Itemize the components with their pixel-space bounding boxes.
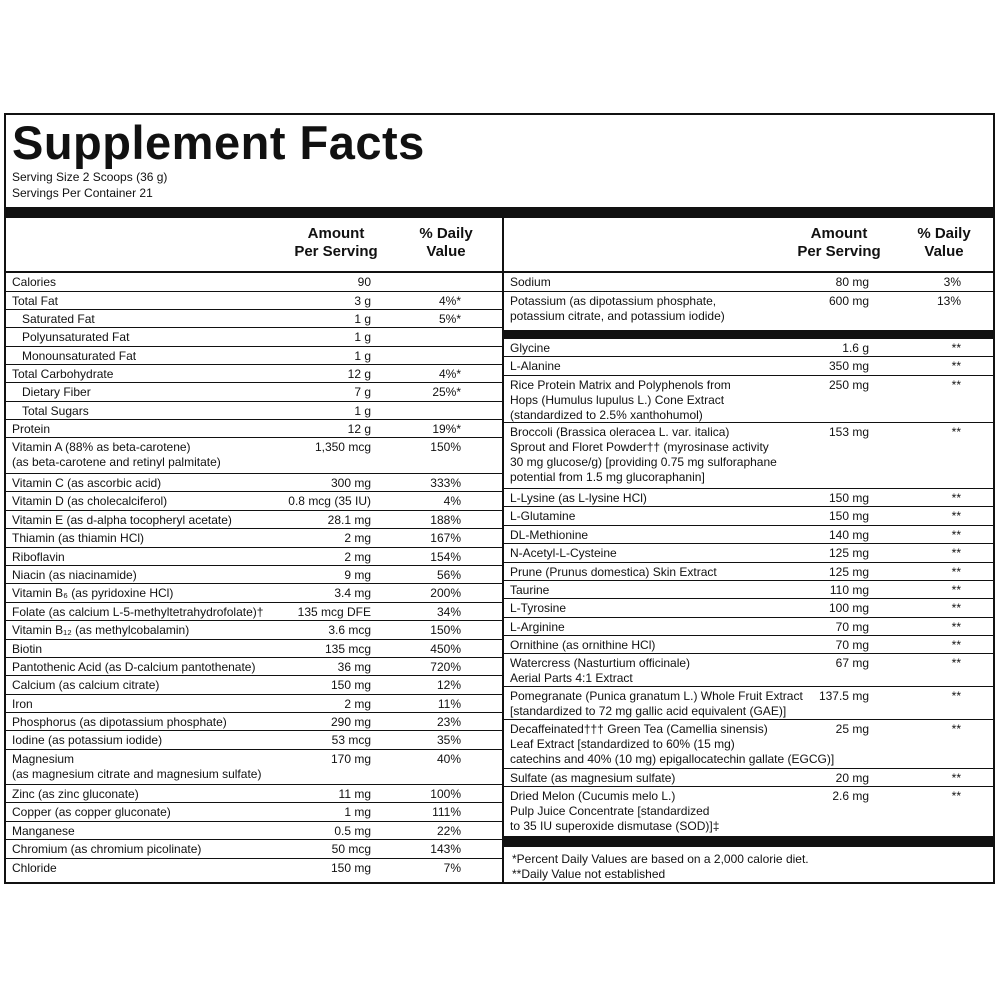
nutrient-amount: 70 mg — [835, 638, 869, 652]
supplement-facts-panel — [4, 113, 995, 884]
nutrient-amount: 140 mg — [828, 528, 869, 542]
nutrient-name: Broccoli (Brassica oleracea L. var. italica) Sprout and Floret Powder†† (myrosinase activity 30 mg glucose/g) [providing 0.75 mg sulforaphane potential from 1.5 mg glucoraphanin] — [510, 425, 777, 484]
nutrient-name: Riboflavin — [12, 550, 65, 564]
nutrient-daily-value: ** — [951, 565, 961, 579]
nutrient-daily-value: ** — [951, 546, 961, 560]
nutrient-daily-value: 167% — [430, 531, 461, 545]
nutrient-row — [6, 548, 502, 566]
nutrient-row — [504, 423, 993, 489]
nutrient-amount: 0.5 mg — [334, 824, 371, 838]
nutrient-daily-value: ** — [951, 722, 961, 736]
nutrient-row — [6, 584, 502, 603]
footnote-divider-bar — [504, 836, 993, 847]
nutrient-daily-value: ** — [951, 341, 961, 355]
nutrient-amount: 53 mcg — [331, 733, 371, 747]
right-nutrient-list — [504, 273, 993, 834]
header-divider-bar — [6, 207, 993, 218]
daily-value-header: % Daily Value — [419, 225, 473, 260]
nutrient-daily-value: 200% — [430, 586, 461, 600]
nutrient-daily-value: 19%* — [432, 422, 461, 436]
nutrient-row — [504, 720, 993, 769]
nutrient-name: Magnesium (as magnesium citrate and magnesium sulfate) — [12, 752, 262, 781]
left-column — [6, 218, 502, 879]
nutrient-amount: 135 mcg — [324, 642, 371, 656]
nutrient-name: Dried Melon (Cucumis melo L.) Pulp Juice Concentrate [standardized to 35 IU superoxide dismutase (SOD)]‡ — [510, 789, 720, 833]
nutrient-name: Decaffeinated††† Green Tea (Camellia sinensis) Leaf Extract [standardized to 60% (15 mg) catechins and 40% (10 mg) epigallocatechin gallate (EGCG)] — [510, 722, 835, 766]
nutrient-name: N-Acetyl-L-Cysteine — [510, 546, 617, 560]
nutrient-name: Sulfate (as magnesium sulfate) — [510, 771, 676, 785]
nutrient-daily-value: 111% — [432, 805, 461, 819]
nutrient-daily-value: ** — [951, 638, 961, 652]
nutrient-amount: 20 mg — [835, 771, 869, 785]
nutrient-row — [6, 474, 502, 492]
nutrient-daily-value: ** — [951, 601, 961, 615]
amount-header: Amount Per Serving — [797, 225, 881, 260]
nutrient-row — [6, 402, 502, 420]
nutrient-row — [6, 603, 502, 621]
nutrient-name: Glycine — [510, 341, 551, 355]
nutrient-name: Prune (Prunus domestica) Skin Extract — [510, 565, 717, 579]
nutrient-row — [6, 328, 502, 347]
nutrient-row — [6, 840, 502, 859]
nutrient-name: Niacin (as niacinamide) — [12, 568, 137, 582]
nutrient-row — [504, 581, 993, 599]
nutrient-amount: 50 mcg — [331, 842, 371, 856]
nutrient-amount: 250 mg — [828, 378, 869, 392]
nutrient-name: Iodine (as potassium iodide) — [12, 733, 163, 747]
nutrient-daily-value: 35% — [436, 733, 461, 747]
nutrient-name: Vitamin C (as ascorbic acid) — [12, 476, 162, 490]
serving-size: Serving Size 2 Scoops (36 g) — [12, 170, 168, 184]
nutrient-amount: 1.6 g — [842, 341, 869, 355]
nutrient-daily-value: 150% — [430, 440, 461, 454]
nutrient-daily-value: 150% — [430, 623, 461, 637]
nutrient-row — [504, 599, 993, 618]
nutrient-row — [6, 273, 502, 292]
nutrient-row — [6, 347, 502, 365]
nutrient-row — [6, 750, 502, 785]
nutrient-amount: 36 mg — [337, 660, 371, 674]
nutrient-row — [6, 731, 502, 750]
nutrient-amount: 3 g — [354, 294, 371, 308]
nutrient-daily-value: 4%* — [438, 367, 461, 381]
nutrient-amount: 12 g — [347, 422, 371, 436]
nutrient-row — [6, 383, 502, 402]
nutrient-name: Monounsaturated Fat — [22, 349, 137, 363]
nutrient-daily-value: 25%* — [432, 385, 461, 399]
right-column-header — [504, 218, 993, 273]
nutrient-name: DL-Methionine — [510, 528, 589, 542]
nutrient-name: Thiamin (as thiamin HCl) — [12, 531, 145, 545]
nutrient-row — [6, 492, 502, 511]
daily-value-footnote: *Percent Daily Values are based on a 2,000 calorie diet. — [512, 852, 809, 866]
nutrient-row — [6, 676, 502, 695]
nutrient-name: Saturated Fat — [22, 312, 95, 326]
nutrient-row — [6, 621, 502, 640]
nutrient-name: Iron — [12, 697, 33, 711]
nutrient-daily-value: 12% — [436, 678, 461, 692]
nutrient-amount: 600 mg — [828, 294, 869, 308]
nutrient-name: Dietary Fiber — [22, 385, 91, 399]
nutrient-daily-value: 154% — [430, 550, 461, 564]
nutrient-row — [504, 489, 993, 507]
nutrient-daily-value: 11% — [437, 697, 461, 711]
nutrient-amount: 153 mg — [828, 425, 869, 439]
nutrient-amount: 28.1 mg — [327, 513, 371, 527]
daily-value-header: % Daily Value — [917, 225, 971, 260]
amount-header: Amount Per Serving — [294, 225, 378, 260]
nutrient-daily-value: 450% — [430, 642, 461, 656]
nutrient-amount: 70 mg — [835, 620, 869, 634]
nutrient-amount: 125 mg — [828, 546, 869, 560]
nutrient-row — [6, 658, 502, 676]
servings-per-container: Servings Per Container 21 — [12, 186, 153, 200]
nutrient-amount: 80 mg — [835, 275, 869, 289]
nutrient-daily-value: ** — [951, 689, 961, 703]
nutrient-amount: 170 mg — [330, 752, 371, 766]
nutrient-row — [6, 292, 502, 310]
nutrient-name: Sodium — [510, 275, 551, 289]
nutrient-amount: 7 g — [354, 385, 371, 399]
nutrient-row — [504, 292, 993, 339]
nutrient-name: Ornithine (as ornithine HCl) — [510, 638, 656, 652]
nutrient-name: Folate (as calcium L-5-methyltetrahydrofolate)† — [12, 605, 264, 619]
nutrient-amount: 290 mg — [330, 715, 371, 729]
nutrient-row — [6, 310, 502, 328]
nutrient-row — [6, 640, 502, 658]
nutrient-amount: 2 mg — [344, 550, 371, 564]
nutrient-daily-value: 100% — [430, 787, 461, 801]
nutrient-daily-value: 7% — [443, 861, 461, 875]
nutrient-name: Pantothenic Acid (as D-calcium pantothenate) — [12, 660, 256, 674]
nutrient-daily-value: 4%* — [438, 294, 461, 308]
nutrient-amount: 3.6 mcg — [328, 623, 371, 637]
not-established-footnote: **Daily Value not established — [512, 867, 666, 881]
nutrient-row — [504, 769, 993, 787]
nutrient-daily-value: 333% — [430, 476, 461, 490]
nutrient-name: Chromium (as chromium picolinate) — [12, 842, 202, 856]
nutrient-daily-value: 22% — [436, 824, 461, 838]
nutrient-name: L-Lysine (as L-lysine HCl) — [510, 491, 647, 505]
nutrient-name: Pomegranate (Punica granatum L.) Whole Fruit Extract [standardized to 72 mg gallic acid equivalent (GAE)] — [510, 689, 803, 718]
nutrient-row — [504, 618, 993, 636]
nutrient-daily-value: 720% — [430, 660, 461, 674]
nutrient-daily-value: ** — [951, 528, 961, 542]
nutrient-name: Vitamin B₁₂ (as methylcobalamin) — [12, 623, 190, 637]
nutrient-amount: 11 mg — [338, 787, 371, 801]
nutrient-row — [504, 526, 993, 544]
nutrient-daily-value: 3% — [943, 275, 961, 289]
nutrient-amount: 9 mg — [344, 568, 371, 582]
nutrient-row — [504, 507, 993, 526]
nutrient-name: Rice Protein Matrix and Polyphenols from Hops (Humulus lupulus L.) Cone Extract (standardized to 2.5% xanthohumol) — [510, 378, 731, 422]
nutrient-amount: 3.4 mg — [334, 586, 371, 600]
nutrient-daily-value: ** — [951, 509, 961, 523]
nutrient-name: Calcium (as calcium citrate) — [12, 678, 160, 692]
nutrient-name: Vitamin B₆ (as pyridoxine HCl) — [12, 586, 174, 600]
nutrient-name: Protein — [12, 422, 51, 436]
nutrient-row — [6, 566, 502, 584]
nutrient-row — [504, 273, 993, 292]
nutrient-daily-value: 56% — [436, 568, 461, 582]
nutrient-name: Total Carbohydrate — [12, 367, 114, 381]
nutrient-row — [504, 636, 993, 654]
nutrient-daily-value: ** — [951, 771, 961, 785]
nutrient-daily-value: 188% — [430, 513, 461, 527]
nutrient-name: L-Tyrosine — [510, 601, 567, 615]
nutrient-name: Polyunsaturated Fat — [22, 330, 130, 344]
nutrient-row — [504, 787, 993, 834]
nutrient-row — [6, 365, 502, 383]
nutrient-daily-value: 34% — [436, 605, 461, 619]
nutrient-daily-value: ** — [951, 378, 961, 392]
nutrient-row — [6, 803, 502, 822]
nutrient-amount: 25 mg — [835, 722, 869, 736]
nutrient-daily-value: 143% — [430, 842, 461, 856]
left-nutrient-list — [6, 273, 502, 879]
nutrient-amount: 90 — [357, 275, 371, 289]
nutrient-amount: 135 mcg DFE — [297, 605, 371, 619]
nutrient-amount: 67 mg — [835, 656, 869, 670]
nutrient-name: L-Alanine — [510, 359, 561, 373]
nutrient-name: L-Arginine — [510, 620, 565, 634]
nutrient-daily-value: ** — [951, 583, 961, 597]
nutrient-daily-value: ** — [951, 656, 961, 670]
nutrient-name: Vitamin D (as cholecalciferol) — [12, 494, 168, 508]
nutrient-amount: 300 mg — [330, 476, 371, 490]
left-column-header — [6, 218, 502, 273]
nutrient-name: Phosphorus (as dipotassium phosphate) — [12, 715, 227, 729]
nutrient-name: Total Sugars — [22, 404, 89, 418]
nutrient-amount: 150 mg — [330, 678, 371, 692]
right-column — [504, 218, 993, 834]
nutrient-name: Biotin — [12, 642, 43, 656]
nutrient-name: Potassium (as dipotassium phosphate, potassium citrate, and potassium iodide) — [510, 294, 725, 323]
nutrient-daily-value: 40% — [436, 752, 461, 766]
nutrient-name: Manganese — [12, 824, 75, 838]
nutrient-row — [6, 785, 502, 803]
nutrient-row — [504, 357, 993, 376]
nutrient-amount: 1 mg — [344, 805, 371, 819]
nutrient-daily-value: ** — [951, 425, 961, 439]
panel-title: Supplement Facts — [12, 116, 425, 169]
nutrient-row — [504, 563, 993, 581]
nutrient-amount: 2 mg — [344, 531, 371, 545]
nutrient-row — [6, 420, 502, 438]
nutrient-amount: 100 mg — [828, 601, 869, 615]
nutrient-name: Calories — [12, 275, 57, 289]
nutrient-row — [504, 376, 993, 423]
nutrient-name: Copper (as copper gluconate) — [12, 805, 171, 819]
nutrient-name: Zinc (as zinc gluconate) — [12, 787, 139, 801]
nutrient-row — [6, 822, 502, 840]
nutrient-row — [504, 687, 993, 720]
nutrient-amount: 350 mg — [828, 359, 869, 373]
nutrient-amount: 2 mg — [344, 697, 371, 711]
nutrient-amount: 110 mg — [829, 583, 869, 597]
nutrient-amount: 12 g — [347, 367, 371, 381]
nutrient-row — [6, 859, 502, 879]
nutrient-amount: 150 mg — [828, 509, 869, 523]
nutrient-amount: 1 g — [354, 404, 371, 418]
nutrient-amount: 150 mg — [330, 861, 371, 875]
nutrient-row — [504, 654, 993, 687]
nutrient-name: Vitamin A (88% as beta-carotene) (as beta-carotene and retinyl palmitate) — [12, 440, 221, 469]
nutrient-daily-value: ** — [951, 789, 961, 803]
nutrient-daily-value: ** — [951, 620, 961, 634]
nutrient-amount: 0.8 mcg (35 IU) — [288, 494, 371, 508]
nutrient-amount: 1,350 mcg — [314, 440, 371, 454]
nutrient-name: Watercress (Nasturtium officinale) Aerial Parts 4:1 Extract — [510, 656, 691, 685]
nutrient-daily-value: 4% — [443, 494, 461, 508]
nutrient-amount: 137.5 mg — [818, 689, 869, 703]
nutrient-amount: 150 mg — [828, 491, 869, 505]
nutrient-name: Vitamin E (as d-alpha tocopheryl acetate) — [12, 513, 232, 527]
nutrient-name: Total Fat — [12, 294, 59, 308]
nutrient-amount: 1 g — [354, 349, 371, 363]
nutrient-row — [6, 695, 502, 713]
nutrient-daily-value: 23% — [436, 715, 461, 729]
nutrient-row — [6, 529, 502, 548]
nutrient-row — [504, 339, 993, 357]
nutrient-row — [6, 438, 502, 474]
nutrient-daily-value: ** — [951, 359, 961, 373]
nutrient-row — [6, 511, 502, 529]
nutrient-amount: 125 mg — [828, 565, 869, 579]
nutrient-daily-value: 13% — [936, 294, 961, 308]
nutrient-row — [504, 544, 993, 563]
nutrient-name: Chloride — [12, 861, 57, 875]
nutrient-daily-value: 5%* — [438, 312, 461, 326]
nutrient-daily-value: ** — [951, 491, 961, 505]
nutrient-name: Taurine — [510, 583, 550, 597]
nutrient-amount: 1 g — [354, 330, 371, 344]
nutrient-row — [6, 713, 502, 731]
nutrient-amount: 2.6 mg — [832, 789, 869, 803]
nutrient-name: L-Glutamine — [510, 509, 576, 523]
nutrient-amount: 1 g — [354, 312, 371, 326]
